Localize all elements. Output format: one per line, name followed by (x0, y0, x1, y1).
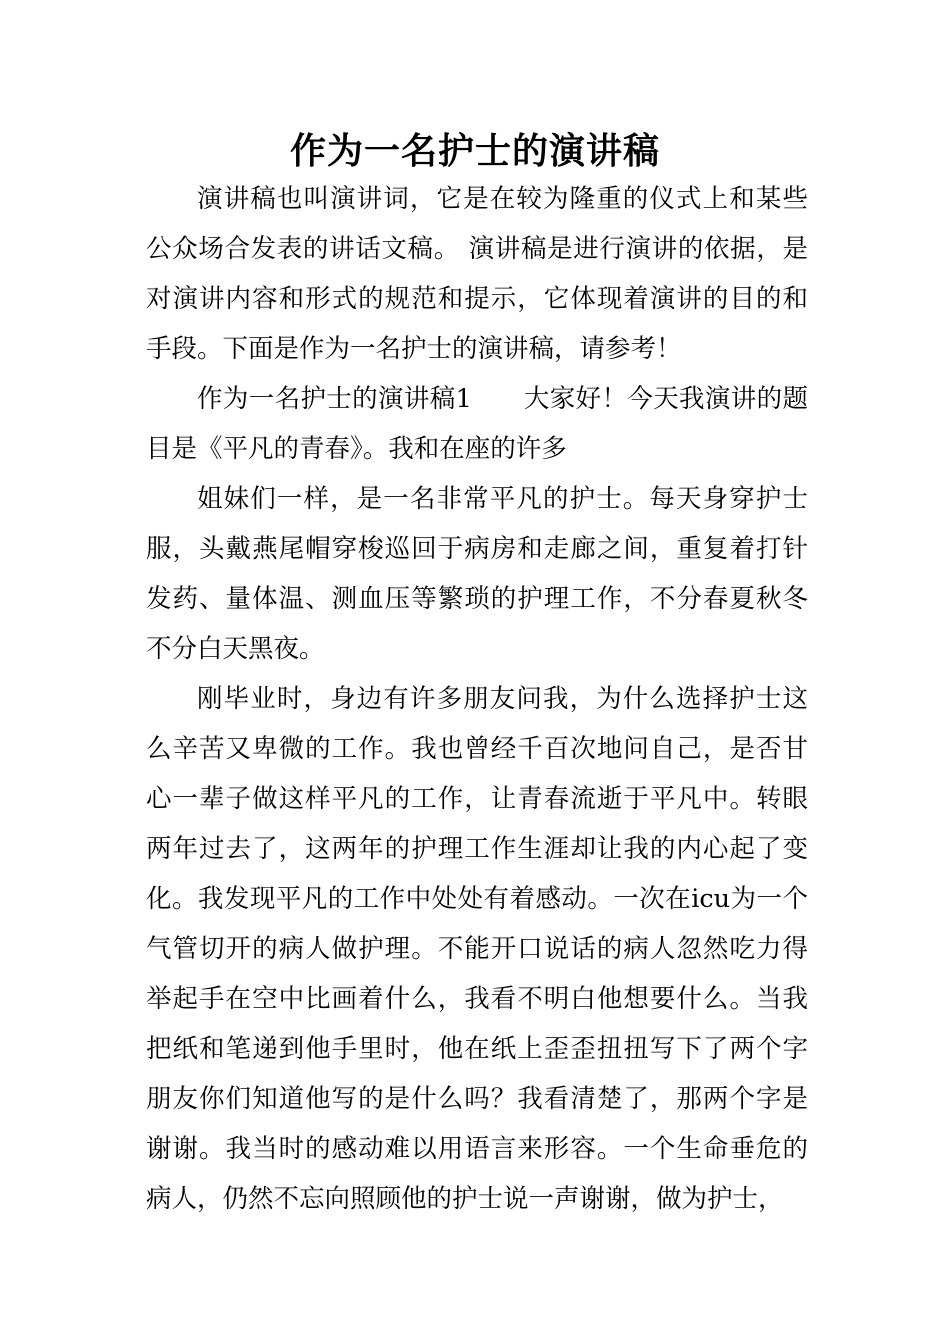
document-title: 作为一名护士的演讲稿 (289, 130, 660, 172)
paragraph-icu-story: 刚毕业时，身边有许多朋友问我，为什么选择护士这么辛苦又卑微的工作。我也曾经千百次地问自己，是否甘心一辈子做这样平凡的工作，让青春流逝于平凡中。转眼两年过去了，这两年的护理工作生涯却让我的内心起了变化。我发现平凡的工作中处处有着感动。一次在icu为一个气管切开的病人做护理。不能开口说话的病人忽然吃力得举起手在空中比画着什么，我看不明白他想要什么。当我把纸和笔递到他手里时，他在纸上歪歪扭扭写下了两个字朋友你们知道他写的是什么吗？我看清楚了，那两个字是谢谢。我当时的感动难以用语言来形容。一个生命垂危的病人，仍然不忘向照顾他的护士说一声谢谢，做为护士， (146, 684, 808, 1214)
paragraph-speech-opening: 作为一名护士的演讲稿1 大家好！今天我演讲的题目是《平凡的青春》。我和在座的许多 (146, 384, 808, 464)
paragraph-nurse-daily-work: 姐妹们一样，是一名非常平凡的护士。每天身穿护士服，头戴燕尾帽穿梭巡回于病房和走廊之间，重复着打针发药、量体温、测血压等繁琐的护理工作，不分春夏秋冬不分白天黑夜。 (146, 484, 808, 664)
document-body (146, 174, 808, 1224)
paragraph-intro: 演讲稿也叫演讲词，它是在较为隆重的仪式上和某些公众场合发表的讲话文稿。 演讲稿是进行演讲的依据，是对演讲内容和形式的规范和提示，它体现着演讲的目的和手段。下面是作为一名护士的演讲稿，请参考！ (146, 184, 808, 364)
